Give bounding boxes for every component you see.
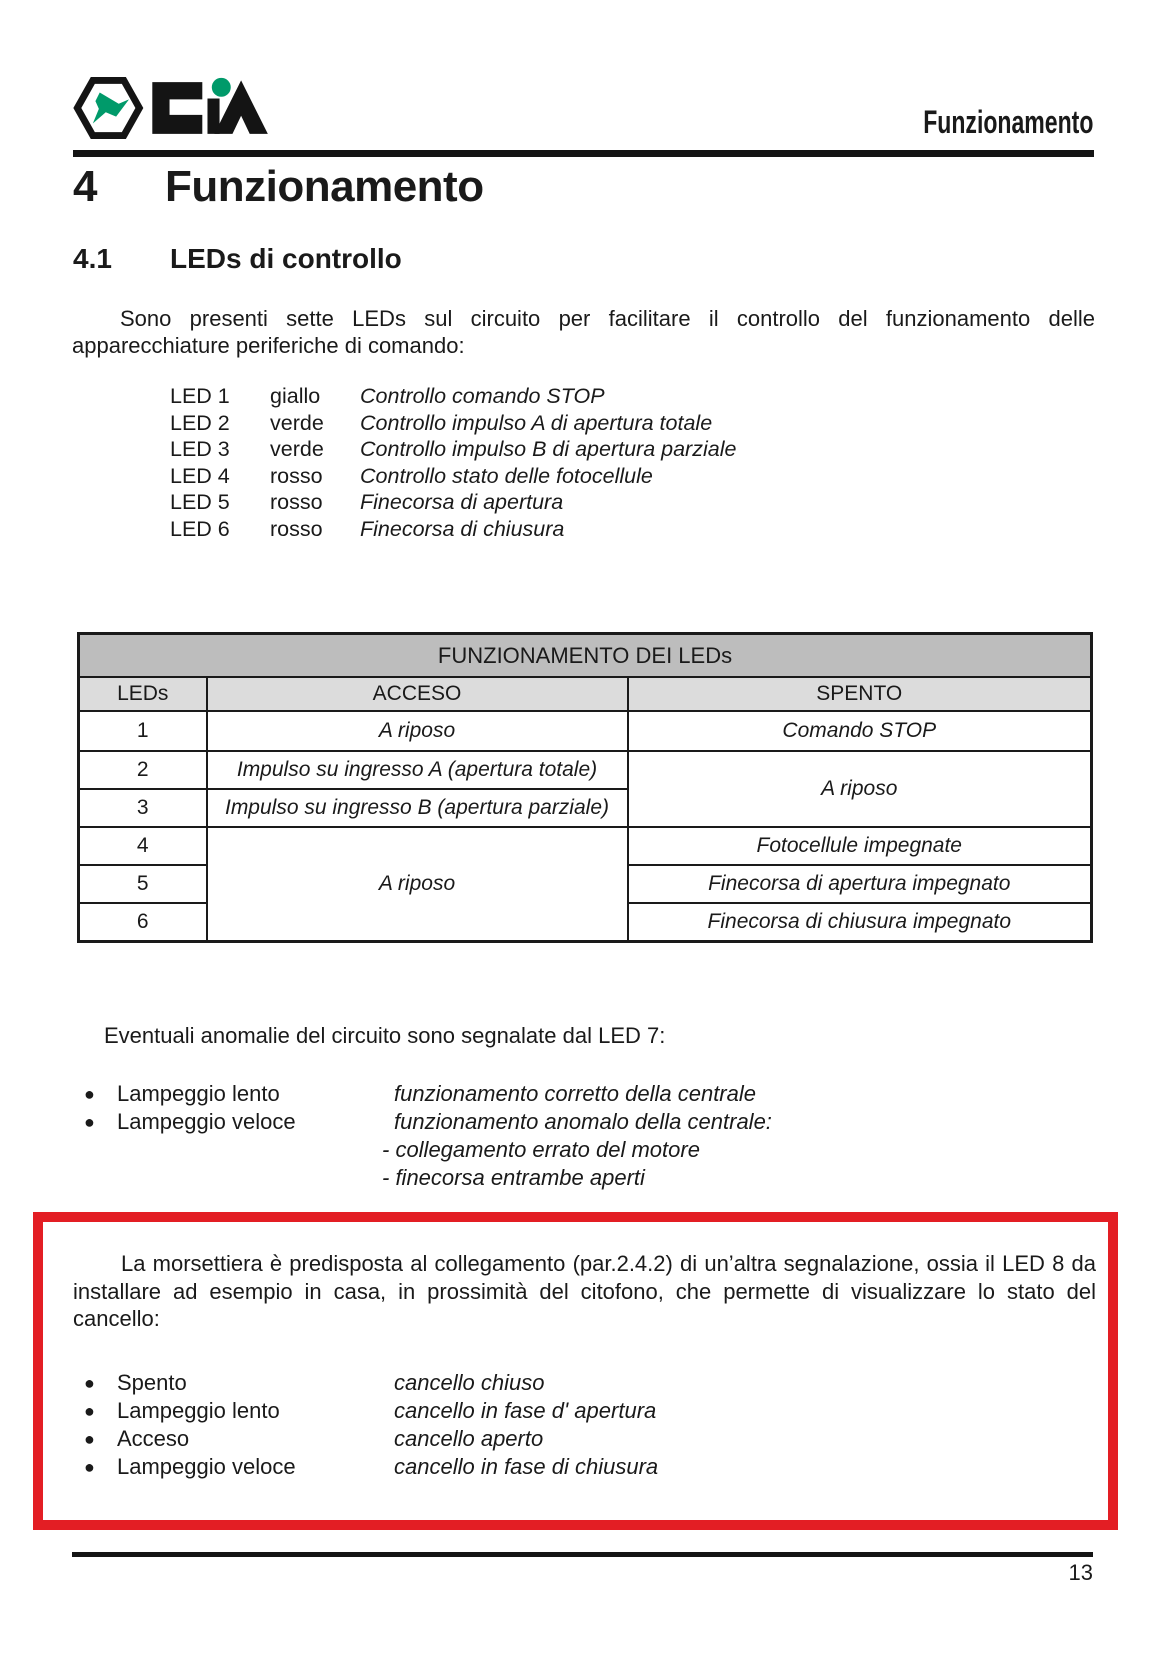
list-item — [72, 1397, 1108, 1425]
list-item — [170, 383, 736, 410]
led-color: verde — [270, 437, 324, 461]
item-label: Lampeggio lento — [117, 1081, 280, 1106]
led-color: verde — [270, 410, 324, 435]
item-desc: cancello in fase d' apertura — [394, 1397, 657, 1423]
table-cell: A riposo — [207, 827, 628, 942]
table-cell: Finecorsa di chiusura impegnato — [628, 903, 1092, 942]
table-cell: 6 — [79, 903, 207, 942]
logo-green-dot — [212, 78, 231, 97]
table-cell: Comando STOP — [628, 711, 1092, 751]
list-item — [170, 463, 736, 490]
led-function-table — [77, 632, 1093, 943]
led-desc: Controllo stato delle fotocellule — [360, 463, 653, 488]
item-label: Spento — [117, 1369, 187, 1395]
table-cell: A riposo — [207, 711, 628, 751]
column-header: LEDs — [79, 677, 207, 711]
table-row — [79, 751, 1092, 789]
table-row — [79, 711, 1092, 751]
led-id: LED 2 — [170, 410, 230, 435]
chapter-number: 4 — [73, 162, 97, 211]
cia-logo — [73, 68, 273, 148]
anomalies-intro: Eventuali anomalie del circuito sono segnalate dal LED 7: — [104, 1023, 666, 1048]
led-desc: Controllo impulso A di apertura totale — [360, 410, 713, 435]
table-header-row — [79, 677, 1092, 711]
table-cell: 4 — [79, 827, 207, 865]
table-row — [79, 634, 1092, 678]
table-cell: 1 — [79, 711, 207, 751]
item-desc: funzionamento corretto della centrale — [394, 1081, 756, 1106]
intro-paragraph: Sono presenti sette LEDs sul circuito per facilitare il controllo del funzionamento delle apparecchiature periferiche di comando: — [72, 306, 1095, 358]
bullet-icon: ● — [84, 1456, 95, 1477]
list-item — [170, 516, 736, 543]
item-desc: funzionamento anomalo della centrale: — [394, 1109, 772, 1134]
page-number: 13 — [1068, 1560, 1093, 1585]
logo-letter-c — [152, 82, 202, 134]
section-heading — [73, 243, 1094, 275]
table-title: FUNZIONAMENTO DEI LEDs — [79, 634, 1092, 678]
led-id: LED 4 — [170, 463, 230, 488]
list-item — [170, 410, 736, 437]
table-cell: Impulso su ingresso A (apertura totale) — [207, 751, 628, 789]
chapter-title: Funzionamento — [165, 162, 484, 211]
bullet-icon: ● — [84, 1084, 95, 1104]
led-definition-list — [170, 383, 736, 542]
chapter-heading — [73, 162, 1094, 212]
list-item — [170, 489, 736, 516]
table-cell: 2 — [79, 751, 207, 789]
led-id: LED 6 — [170, 516, 230, 541]
table-cell: Impulso su ingresso B (apertura parziale) — [207, 789, 628, 827]
item-desc: cancello chiuso — [394, 1369, 545, 1395]
table-cell: A riposo — [628, 751, 1092, 827]
item-label: Acceso — [117, 1425, 190, 1451]
item-sub-desc: - collegamento errato del motore — [382, 1137, 700, 1162]
led-desc: Controllo impulso B di apertura parziale — [360, 437, 737, 461]
item-label: Lampeggio veloce — [117, 1453, 296, 1479]
led-color: rosso — [270, 516, 323, 541]
item-desc: cancello in fase di chiusura — [394, 1453, 659, 1479]
bullet-icon: ● — [84, 1112, 95, 1132]
list-item — [72, 1453, 1108, 1481]
led-id: LED 3 — [170, 437, 230, 461]
section-title: LEDs di controllo — [170, 243, 402, 274]
bullet-icon: ● — [84, 1372, 95, 1393]
bullet-icon: ● — [84, 1428, 95, 1449]
list-item — [72, 1425, 1108, 1453]
led-desc: Controllo comando STOP — [360, 384, 605, 408]
led-desc: Finecorsa di chiusura — [360, 516, 565, 541]
column-header: ACCESO — [207, 677, 628, 711]
note-paragraph: La morsettiera è predisposta al collegamento (par.2.4.2) di un’altra segnalazione, ossia il LED 8 da installare ad esempio in casa, in prossimità del citofono, che permette di visualizzare lo stato del cancello: — [73, 1251, 1096, 1331]
table-row — [79, 827, 1092, 865]
item-sub-desc: - finecorsa entrambe aperti — [382, 1165, 645, 1190]
cia-logo-graphic — [73, 68, 273, 148]
running-header: Funzionamento — [922, 104, 1093, 140]
section-number: 4.1 — [73, 243, 112, 274]
list-item — [72, 1369, 1108, 1397]
table-cell: 5 — [79, 865, 207, 903]
gate-state-list — [72, 1369, 1108, 1481]
item-label: Lampeggio lento — [117, 1397, 280, 1423]
footer-rule — [72, 1552, 1093, 1557]
table-cell: Fotocellule impegnate — [628, 827, 1092, 865]
item-desc: cancello aperto — [394, 1425, 544, 1451]
led-color: rosso — [270, 463, 323, 488]
header-rule — [73, 150, 1094, 157]
led-id: LED 1 — [170, 384, 230, 408]
led-color: rosso — [270, 490, 323, 514]
table-cell: 3 — [79, 789, 207, 827]
led-color: giallo — [270, 384, 321, 408]
led-desc: Finecorsa di apertura — [360, 490, 564, 514]
list-item — [72, 1080, 1095, 1108]
bullet-icon: ● — [84, 1400, 95, 1421]
warning-note-box — [33, 1212, 1118, 1530]
list-item — [72, 1108, 1095, 1136]
item-label: Lampeggio veloce — [117, 1109, 296, 1134]
table-cell: Finecorsa di apertura impegnato — [628, 865, 1092, 903]
column-header: SPENTO — [628, 677, 1092, 711]
anomalies-list — [72, 1080, 1095, 1192]
list-item — [170, 436, 736, 463]
led-id: LED 5 — [170, 490, 230, 514]
